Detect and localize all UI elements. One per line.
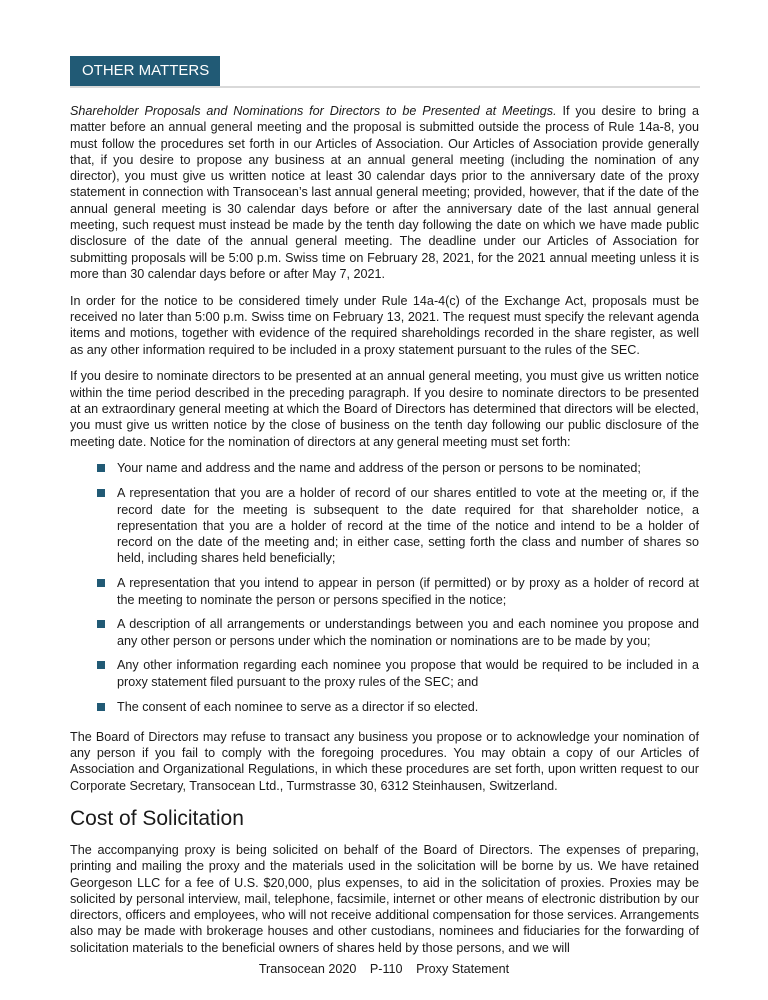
- square-bullet-icon: [97, 464, 105, 472]
- section-header: OTHER MATTERS: [70, 56, 220, 86]
- document-body: [70, 103, 699, 967]
- list-item: A description of all arrangements or understandings between you and each nominee you propose and any other person or persons under which the nomination or nominations are to be made by you;: [97, 616, 699, 649]
- square-bullet-icon: [97, 489, 105, 497]
- square-bullet-icon: [97, 579, 105, 587]
- section-divider: [70, 86, 700, 88]
- cost-of-solicitation-heading: Cost of Solicitation: [70, 806, 244, 830]
- footer-company-year: Transocean 2020: [258, 962, 357, 976]
- list-item: The consent of each nominee to serve as a director if so elected.: [97, 699, 699, 715]
- footer-page-number: P-110: [369, 962, 403, 976]
- nomination-requirements-list: [70, 460, 699, 714]
- square-bullet-icon: [97, 620, 105, 628]
- nomination-paragraph: If you desire to nominate directors to be presented at an annual general meeting, you must give us written notice within the time period described in the preceding paragraph. If you desire to nominate directors to be presented at an extraordinary general meeting at which the Board of Directors has determined that directors will be elected, you must give us written notice by the close of business on the tenth day following our public disclosure of the meeting date. Notice for the nomination of directors at any general meeting must set forth:: [70, 369, 699, 449]
- footer-document-title: Proxy Statement: [416, 962, 510, 976]
- cost-of-solicitation-paragraph: The accompanying proxy is being solicited on behalf of the Board of Directors. The expenses of preparing, printing and mailing the proxy and the materials used in the solicitation will be borne by us. We have retained Georgeson LLC for a fee of U.S. $20,000, plus expenses, to aid in the solicitation of proxies. Proxies may be solicited by personal interview, mail, telephone, facsimile, internet or other means of electronic distribution by our directors, officers and employees, who will not receive additional compensation for those services. Arrangements also may be made with brokerage houses and other custodians, nominees and fiduciaries for the forwarding of solicitation materials to the beneficial owners of shares held by those persons, and we will: [70, 842, 699, 955]
- page-footer: [0, 962, 768, 976]
- square-bullet-icon: [97, 661, 105, 669]
- square-bullet-icon: [97, 703, 105, 711]
- list-item: A representation that you intend to appear in person (if permitted) or by proxy as a holder of record at the meeting to nominate the person or persons specified in the notice;: [97, 575, 699, 608]
- list-item: Any other information regarding each nominee you propose that would be required to be included in a proxy statement filed pursuant to the proxy rules of the SEC; and: [97, 657, 699, 690]
- paragraph-lead: Shareholder Proposals and Nominations for Directors to be Presented at Meetings.: [70, 104, 557, 118]
- shareholder-proposals-paragraph: Shareholder Proposals and Nominations for Directors to be Presented at Meetings. If you desire to bring a matter before an annual general meeting and the proposal is submitted outside the process of Rule 14a-8, you must follow the procedures set forth in our Articles of Association. Our Articles of Association provide generally that, if you desire to propose any business at an annual general meeting (including the nomination of any director), you must give us written notice at least 30 calendar days prior to the anniversary date of the proxy statement in connection with Transocean’s last annual general meeting; provided, however, that if the date of the annual general meeting is 30 calendar days before or after the anniversary date of the last annual general meeting, such request must instead be made by the tenth day following the date on which we have made public disclosure of the date of the annual general meeting. The deadline under our Articles of Association for submitting proposals will be 5:00 p.m. Swiss time on February 28, 2021, for the 2021 annual meeting unless it is more than 30 calendar days before or after May 7, 2021.: [70, 104, 700, 281]
- list-item: A representation that you are a holder of record of our shares entitled to vote at the meeting or, if the record date for the meeting is subsequent to the date required for that shareholder notice, a representation that you are a holder of record at the time of the notice and intend to be a holder of record on the date of the meeting and; in either case, setting forth the class and number of shares so held, including shares held beneficially;: [97, 485, 699, 566]
- board-refusal-paragraph: The Board of Directors may refuse to transact any business you propose or to acknowledge your nomination of any person if you fail to comply with the foregoing procedures. You may obtain a copy of our Articles of Association and Organizational Regulations, in which these procedures are set forth, upon written request to our Corporate Secretary, Transocean Ltd., Turmstrasse 30, 6312 Steinhausen, Switzerland.: [70, 729, 699, 793]
- rule-14a4-paragraph: In order for the notice to be considered timely under Rule 14a-4(c) of the Exchange Act, proposals must be received no later than 5:00 p.m. Swiss time on February 13, 2021. The request must specify the relevant agenda items and motions, together with evidence of the required shareholdings recorded in the share register, as well as any other information required to be included in a proxy statement pursuant to the rules of the SEC.: [70, 293, 699, 357]
- list-item: Your name and address and the name and address of the person or persons to be nominated;: [97, 460, 699, 476]
